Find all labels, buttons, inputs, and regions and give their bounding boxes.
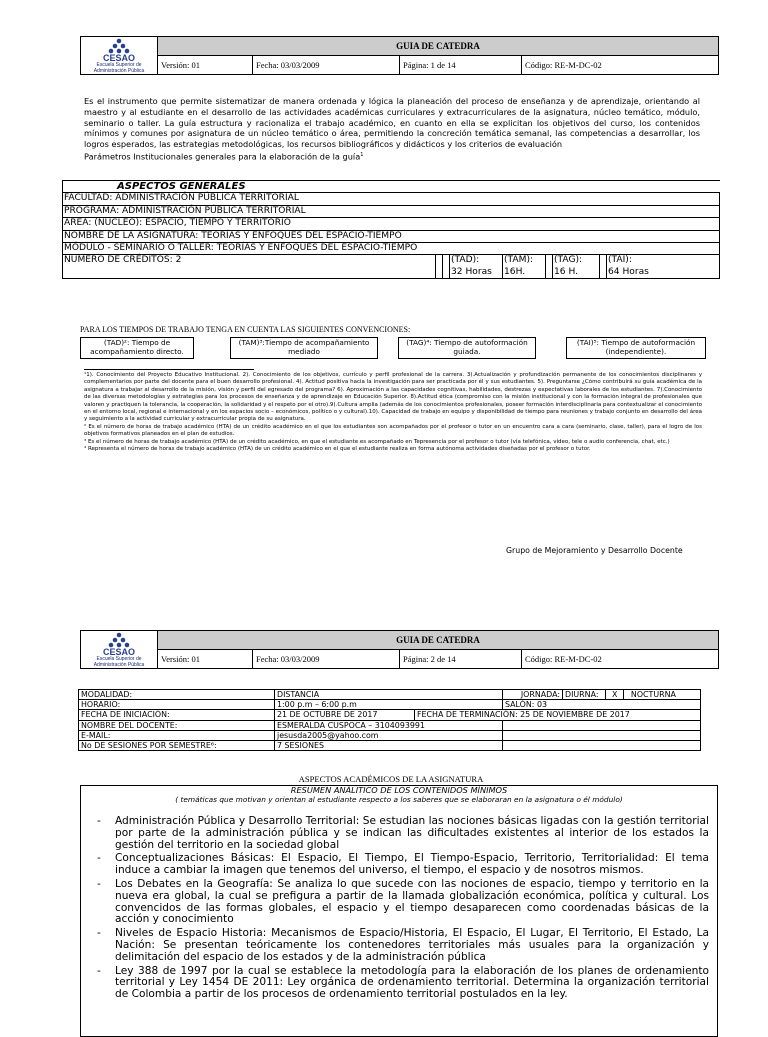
- docente-value: ESMERALDA CUSPOCA – 3104093991: [275, 720, 503, 730]
- horario-value: 1:00 p.m – 6:00 p.m: [275, 700, 503, 710]
- tag-cell: (TAG): 16 H.: [553, 255, 600, 279]
- footnote-2: ² Es el número de horas de trabajo académico (HTA) de un crédito académico en el que los estudiantes son acompañados por el profesor o tutor en un encuentro cara a cara (seminario, clase, taller), para el logro de los objetivos formativos planeados en el plan de estudios.: [84, 423, 702, 438]
- program-row: PROGRAMA: ADMINISTRACIÓN PÚBLICA TERRITORIAL: [63, 205, 720, 217]
- sesiones-label: No DE SESIONES POR SEMESTRE⁶:: [79, 741, 275, 751]
- svg-text:CESAO: CESAO: [102, 646, 136, 656]
- course-info-table: [78, 689, 701, 751]
- institution-logo: [81, 37, 158, 75]
- docente-label: NOMBRE DEL DOCENTE:: [79, 720, 275, 730]
- jornada-label: JORNADA:: [503, 690, 563, 700]
- conventions-title: PARA LOS TIEMPOS DE TRABAJO TENGA EN CUENTA LAS SIGUIENTES CONVENCIONES:: [80, 325, 411, 334]
- document-title: GUIA DE CATEDRA: [158, 631, 719, 650]
- salon-value: SALÓN: 03: [503, 700, 701, 710]
- logo-subtitle-2: Administración Pública: [93, 67, 145, 74]
- termino-value: FECHA DE TERMINACIÓN: 25 DE NOVIEMBRE DE 2017: [415, 710, 701, 720]
- general-aspects-table: [62, 180, 720, 279]
- institution-logo: [81, 631, 158, 669]
- tad-cell: (TAD): 32 Horas: [450, 255, 503, 279]
- footnote-4: ⁴ Representa el número de horas de trabajo académico (HTA) de un crédito académico en el que el estudiante realiza en forma autónoma actividades diseñadas por el profesor o tutor.: [84, 446, 591, 453]
- horario-label: HORARIO:: [79, 700, 275, 710]
- date-cell: Fecha: 03/03/2009: [253, 650, 400, 669]
- spacer-cell: [600, 255, 607, 279]
- subject-row: NOMBRE DE LA ASIGNATURA: TEORÍAS Y ENFOQUES DEL ESPACIO-TIEMPO: [63, 230, 720, 242]
- list-item: - Ley 388 de 1997 por la cual se establece la metodología para la elaboración de los planes de ordenamiento territorial y Ley 1454 DE 2011: Ley orgánica de ordenamiento territorial. Determina la organización territorial de Colombia a partir de los procesos de ordenamiento territorial postulados en la ley.: [97, 964, 709, 1001]
- group-signature: Grupo de Mejoramiento y Desarrollo Docente: [506, 546, 683, 555]
- code-cell: Código: RE-M-DC-02: [522, 650, 719, 669]
- svg-text:CESAO: CESAO: [102, 52, 136, 62]
- list-item: - Administración Pública y Desarrollo Territorial: Se estudian las nociones básicas ligadas con la gestión territorial por parte de la administración pública y se indican las dificultades existentes al interior de los estados la gestión del territorio en la sociedad global: [97, 815, 709, 851]
- footnote-1: ¹1). Conocimiento del Proyecto Educativo Institucional. 2). Conocimiento de los objetivos, currículo y perfil profesional de la carrera. 3).Actualización y profundización permanente de los conocimientos disciplinares y complementarios por parte del docente para el buen desarrollo profesional. 4). Actitud positiva hacia la investigación para ser practicada por él y sus estudiantes. 5). Preguntarse ¿Cómo contribuirá su guía académica de la asignatura a trabajar al desarrollo de la misión, visión y perfil del egresado del programa? 6). Aproximación a las capacidades cognitivas, habilidades, destrezas y expectativas laborales de los estudiantes. 7).Conocimiento de las diversas metodologías y estrategias para los procesos de enseñanza y de aprendizaje en Educación Superior. 8).Actitud ética (compromiso con la misión institucional y con la formación integral de profesionales que valoren y practiquen la tolerancia, la cooperación, la solidaridad y el respeto por el otro).9).Cultura amplia (además de los conocimientos profesionales, poseer formación interdisciplinaria para contextualizar el conocimiento en el entorno local, regional e internacional y en los espacios socio – económicos, político o y cultural).10). Capacidad de trabajo en equipo y disponibilidad de tiempo para reuniones y trabajo conjunto en desarrollo del área y seguimiento a la actividad curricular y extracurricular propia de su asignatura.: [84, 372, 702, 423]
- summary-subtitle: RESUMEN ANÁLITICO DE LOS CONTENIDOS MÍNIMOS: [290, 785, 508, 795]
- logo-subtitle-2: Administración Pública: [93, 661, 145, 668]
- contents-list: [97, 816, 709, 1001]
- inicio-value: 21 DE OCTUBRE DE 2017: [275, 710, 415, 720]
- summary-note: ( temáticas que motivan y orientan al estudiante respecto a los saberes que se elaboraran en la asignatura o él módulo): [175, 795, 623, 804]
- footnotes: [84, 372, 702, 453]
- footnote-separator: [84, 369, 254, 370]
- convention-tag: (TAG)⁴: Tiempo de autoformación guiada.: [398, 337, 536, 359]
- empty-cell: [503, 720, 701, 730]
- convention-tai: (TAI)⁵: Tiempo de autoformación (independiente).: [566, 337, 706, 359]
- logo-subtitle: Escuela Superior de: [96, 61, 142, 68]
- document-title: GUIA DE CATEDRA: [158, 37, 719, 56]
- empty-cell: [503, 741, 701, 751]
- document-header-2: [80, 630, 719, 669]
- logo-triangle-icon: [99, 38, 139, 62]
- list-item: - Conceptualizaciones Básicas: El Espacio, El Tiempo, El Tiempo-Espacio, Territorio, Territorialidad: El tema induce a cambiar la imagen que tenemos del universo, el tiempo, el espacio y de nosotros mismos.: [97, 852, 709, 877]
- module-row: MÓDULO - SEMINARIO O TALLER: TEORÍAS Y ENFOQUES DEL ESPACIO-TIEMPO: [63, 243, 720, 255]
- inicio-label: FECHA DE INICIACIÓN:: [79, 710, 275, 720]
- tai-cell: (TAI): 64 Horas: [607, 255, 720, 279]
- footnote-3: ³ Es el número de horas de trabajo académico (HTA) de un crédito académico, en que el estudiante es acompañado en Tepresencia por el profesor o tutor (vía telefónica, vídeo, tele o audio conferencia, chat, etc.): [84, 438, 670, 445]
- academic-aspects-title: ASPECTOS ACADÉMICOS DE LA ASIGNATURA: [298, 774, 484, 784]
- page-number-cell: Página: 2 de 14: [400, 650, 522, 669]
- intro-last-line: Parámetros Institucionales generales para la elaboración de la guía: [84, 151, 361, 162]
- spacer-cell: [436, 255, 443, 279]
- modalidad-value: DISTANCIA: [275, 690, 503, 700]
- academic-summary-box: [80, 785, 718, 1037]
- diurna-mark: X: [605, 690, 624, 699]
- spacer-cell: [443, 255, 450, 279]
- document-header-1: [80, 36, 719, 75]
- intro-paragraph: Es el instrumento que permite sistematizar de manera ordenada y lógica la planeación del proceso de enseñanza y de aprendizaje, orientando al maestro y al estudiante en el desarrollo de las actividades académicas curriculares y extracurriculares de la asignatura, núcleo temático, módulo, seminario o taller. La guía estructura y racionaliza el trabajo académico, en cuanto en ella se explicitan los objetivos del curso, los contenidos mínimos y comunes por asignatura de un núcleo temático o área, permitiendo la concreción temática semanal, las competencias a desarrollar, los logros esperados, las estrategias metodológicas, los recursos bibliográficos y didácticos y los criterios de evaluación Parámetros Institucionales generales para la elaboración de la guía$^1$: [84, 96, 700, 162]
- version-cell: Versión: 01: [158, 56, 253, 75]
- general-aspects-title: ASPECTOS GENERALES: [63, 181, 720, 193]
- email-value: jesusda2005@yahoo.com: [275, 730, 503, 740]
- version-cell: Versión: 01: [158, 650, 253, 669]
- convention-tam: (TAM)³:Tiempo de acompañamiento mediado: [230, 337, 378, 359]
- list-item: - Los Debates en la Geografía: Se analiza lo que sucede con las nociones de espacio, tiempo y territorio en la nueva era global, la cual se prefigura a partir de la llamada globalización económica, política y cultural. Los convencidos de las formas globales, el espacio y el tiempo desaparecen como coordenadas básicas de la acción y conocimiento: [97, 877, 709, 926]
- modalidad-label: MODALIDAD:: [79, 690, 275, 700]
- code-cell: Código: RE-M-DC-02: [522, 56, 719, 75]
- logo-triangle-icon: [99, 632, 139, 656]
- logo-subtitle: Escuela Superior de: [96, 655, 142, 662]
- list-item: - Niveles de Espacio Historia: Mecanismos de Espacio/Historia, El Espacio, El Lugar, El Territorio, El Estado, La Nación: Se presentan teóricamente los contenedores territoriales más usuales para la organización y delimitación del espacio de los estados y de la administración pública: [97, 927, 709, 963]
- page-number-cell: Página: 1 de 14: [400, 56, 522, 75]
- email-label: E-MAIL:: [79, 730, 275, 740]
- credits-cell: NUMERO DE CRÉDITOS: 2: [63, 255, 436, 279]
- spacer-cell: [546, 255, 553, 279]
- empty-cell: [503, 730, 701, 740]
- jornada-value: DIURNA: X NOCTURNA: [563, 690, 701, 700]
- tam-cell: (TAM): 16H.: [503, 255, 546, 279]
- faculty-row: FACULTAD: ADMINISTRACIÓN PÚBLICA TERRITORIAL: [63, 193, 720, 205]
- sesiones-value: 7 SESIONES: [275, 741, 503, 751]
- date-cell: Fecha: 03/03/2009: [253, 56, 400, 75]
- convention-tad: (TAD)²: Tiempo de acompañamiento directo.: [80, 337, 194, 359]
- area-row: AREA: (NUCLEO): ESPACIO, TIEMPO Y TERRITORIO: [63, 218, 720, 230]
